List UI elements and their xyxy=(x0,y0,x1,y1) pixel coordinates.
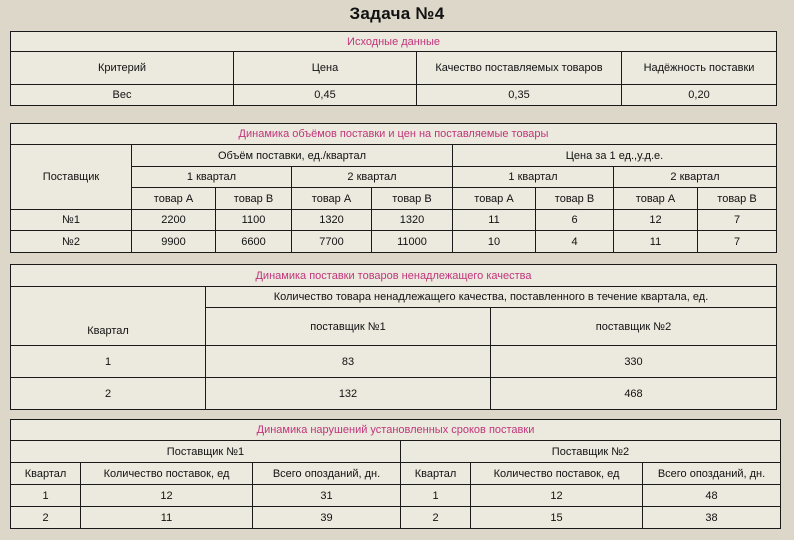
header-supplier-2: поставщик №2 xyxy=(491,308,777,346)
cell: 2 xyxy=(11,378,206,410)
cell: 2200 xyxy=(132,210,216,231)
header-delays: Всего опозданий, дн. xyxy=(253,463,401,485)
cell: 11 xyxy=(614,231,698,253)
header-price-q2: 2 квартал xyxy=(614,167,777,188)
page-title: Задача №4 xyxy=(349,4,445,23)
cell: 1320 xyxy=(372,210,453,231)
header-supplier-2: Поставщик №2 xyxy=(401,441,781,463)
cell: 1 xyxy=(11,485,81,507)
cell-weight-price: 0,45 xyxy=(234,85,417,106)
cell: 1 xyxy=(11,346,206,378)
header-goods-a: товар А xyxy=(614,188,698,210)
section-caption: Динамика нарушений установленных сроков поставки xyxy=(11,420,781,441)
cell: 9900 xyxy=(132,231,216,253)
cell-weight-reliability: 0,20 xyxy=(622,85,777,106)
cell: 2 xyxy=(401,507,471,529)
header-goods-a: товар А xyxy=(132,188,216,210)
table-row xyxy=(11,485,781,507)
volume-price-table xyxy=(10,123,777,253)
cell: №1 xyxy=(11,210,132,231)
cell: 11 xyxy=(453,210,536,231)
header-goods-b: товар В xyxy=(536,188,614,210)
cell: 31 xyxy=(253,485,401,507)
header-delays: Всего опозданий, дн. xyxy=(643,463,781,485)
defective-goods-table xyxy=(10,264,777,410)
cell-weight-label: Вес xyxy=(11,85,234,106)
header-quarter: Квартал xyxy=(401,463,471,485)
table-row xyxy=(11,507,781,529)
cell: 468 xyxy=(491,378,777,410)
cell: 6600 xyxy=(216,231,292,253)
cell: 6 xyxy=(536,210,614,231)
cell: №2 xyxy=(11,231,132,253)
cell-weight-quality: 0,35 xyxy=(417,85,622,106)
cell: 39 xyxy=(253,507,401,529)
header-price: Цена за 1 ед.,у.д.е. xyxy=(453,145,777,167)
header-price: Цена xyxy=(234,52,417,85)
cell: 7 xyxy=(698,231,777,253)
cell: 4 xyxy=(536,231,614,253)
cell: 2 xyxy=(11,507,81,529)
header-criterion: Критерий xyxy=(11,52,234,85)
header-price-q1: 1 квартал xyxy=(453,167,614,188)
source-data-table xyxy=(10,31,777,106)
header-goods-b: товар В xyxy=(698,188,777,210)
section-caption: Исходные данные xyxy=(11,32,777,52)
header-volume-q1: 1 квартал xyxy=(132,167,292,188)
table-row xyxy=(11,231,777,253)
cell: 11 xyxy=(81,507,253,529)
header-volume: Объём поставки, ед./квартал xyxy=(132,145,453,167)
cell: 10 xyxy=(453,231,536,253)
header-goods-b: товар В xyxy=(372,188,453,210)
cell: 12 xyxy=(81,485,253,507)
cell: 1100 xyxy=(216,210,292,231)
cell: 132 xyxy=(206,378,491,410)
header-deliveries: Количество поставок, ед xyxy=(81,463,253,485)
cell: 12 xyxy=(614,210,698,231)
cell: 83 xyxy=(206,346,491,378)
cell: 15 xyxy=(471,507,643,529)
table-row xyxy=(11,210,777,231)
cell: 11000 xyxy=(372,231,453,253)
header-quarter: Квартал xyxy=(11,463,81,485)
section-caption: Динамика поставки товаров ненадлежащего качества xyxy=(11,265,777,287)
cell: 7700 xyxy=(292,231,372,253)
header-supplier-1: Поставщик №1 xyxy=(11,441,401,463)
cell: 330 xyxy=(491,346,777,378)
header-quarter: Квартал xyxy=(11,287,206,346)
header-defective: Количество товара ненадлежащего качества, поставленного в течение квартала, ед. xyxy=(206,287,777,308)
cell: 12 xyxy=(471,485,643,507)
header-goods-b: товар В xyxy=(216,188,292,210)
header-quality: Качество поставляемых товаров xyxy=(417,52,622,85)
delivery-delays-table xyxy=(10,419,781,529)
cell: 48 xyxy=(643,485,781,507)
header-supplier-1: поставщик №1 xyxy=(206,308,491,346)
section-caption: Динамика объёмов поставки и цен на поставляемые товары xyxy=(11,124,777,145)
header-volume-q2: 2 квартал xyxy=(292,167,453,188)
cell: 1 xyxy=(401,485,471,507)
header-deliveries: Количество поставок, ед xyxy=(471,463,643,485)
table-row xyxy=(11,346,777,378)
cell: 7 xyxy=(698,210,777,231)
table-row xyxy=(11,378,777,410)
cell: 1320 xyxy=(292,210,372,231)
header-supplier: Поставщик xyxy=(11,145,132,210)
header-goods-a: товар А xyxy=(292,188,372,210)
cell: 38 xyxy=(643,507,781,529)
header-goods-a: товар А xyxy=(453,188,536,210)
header-reliability: Надёжность поставки xyxy=(622,52,777,85)
